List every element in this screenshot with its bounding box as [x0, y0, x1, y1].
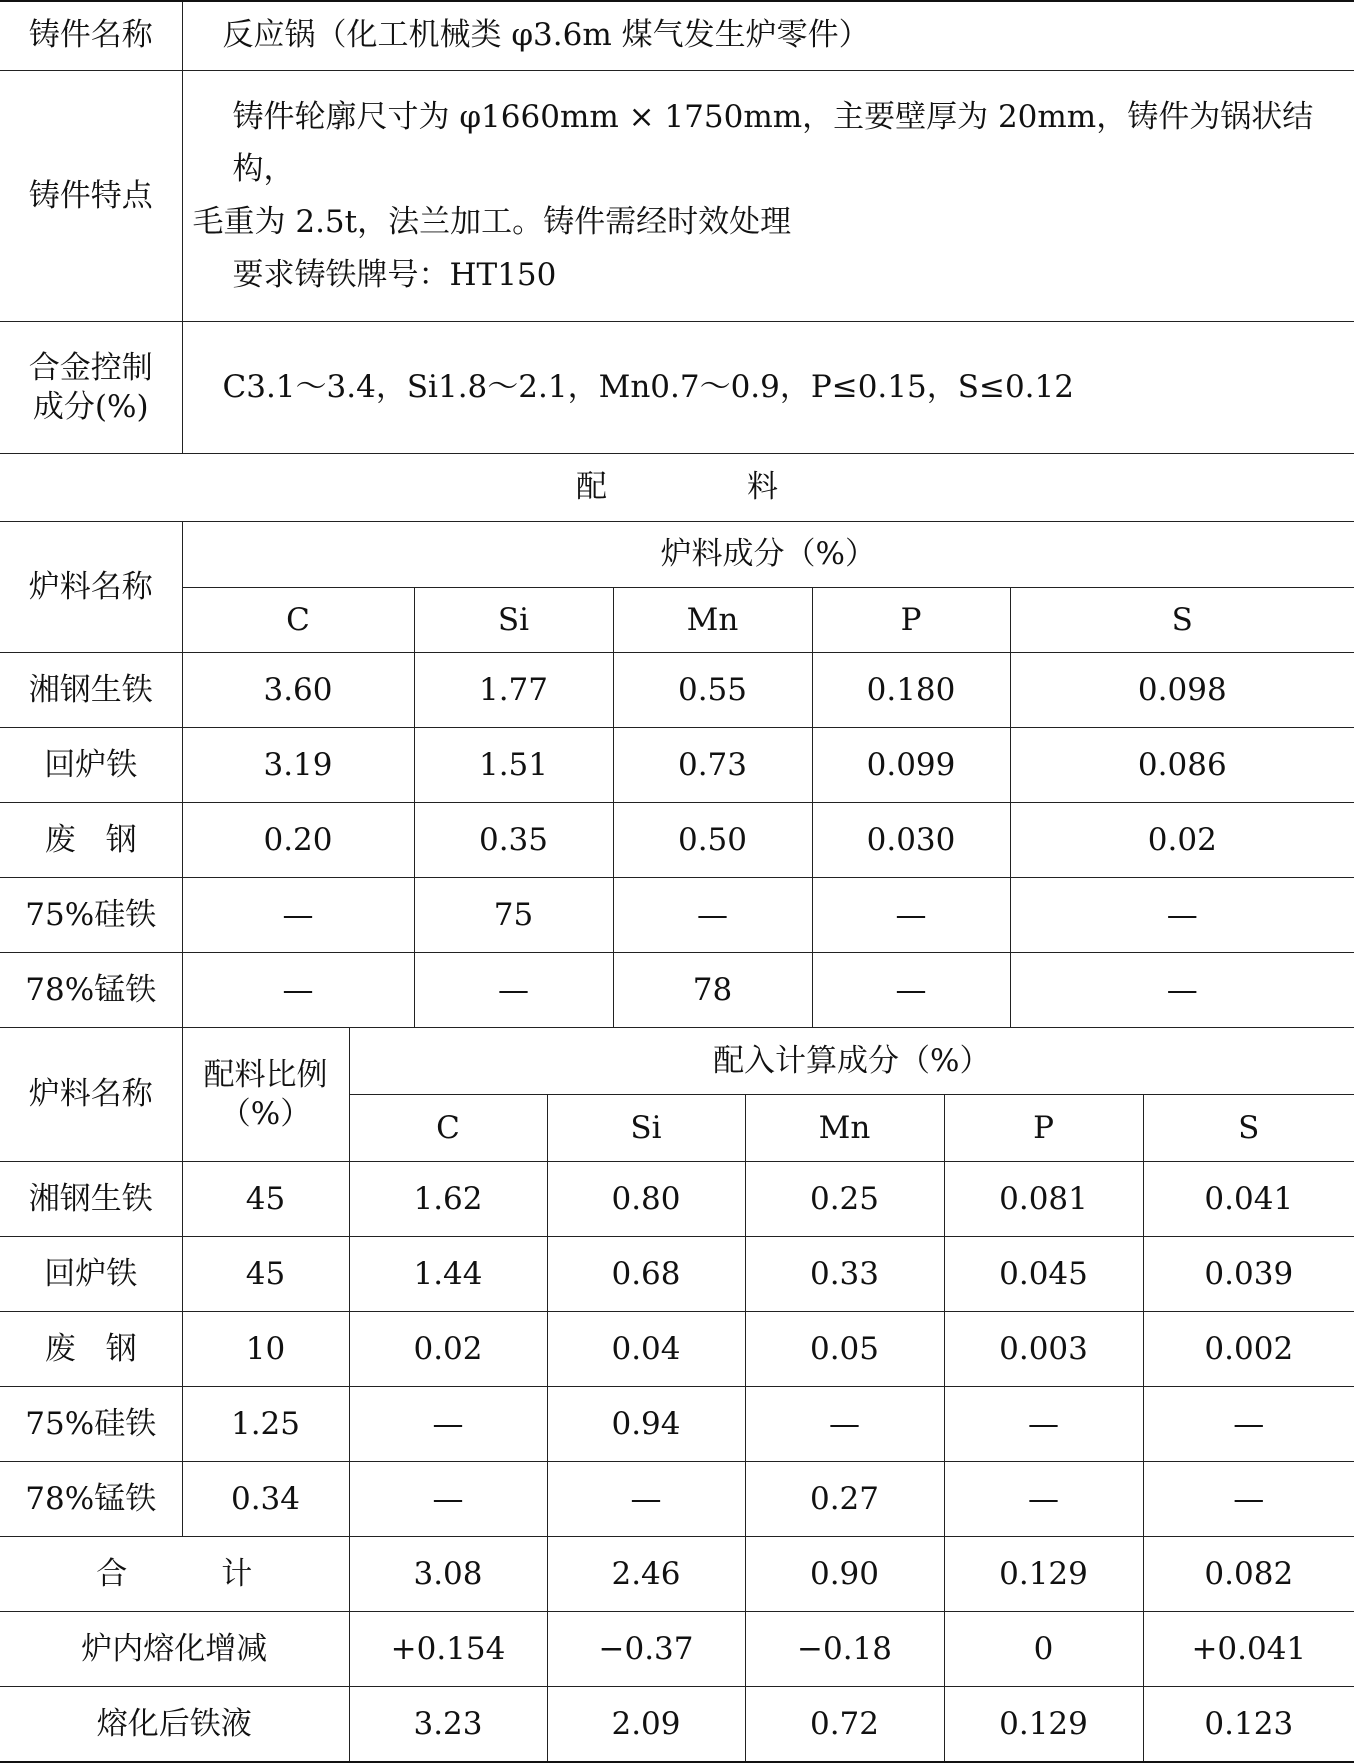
calc-header-row-1	[0, 1028, 1354, 1095]
melt-change-cell: +0.154	[349, 1612, 547, 1687]
calc-row-name	[0, 1312, 182, 1387]
charge-cell: —	[182, 953, 414, 1028]
charge-cell: 0.50	[613, 803, 812, 878]
charge-cell: 0.35	[414, 803, 613, 878]
calc-row	[0, 1462, 1354, 1537]
row-alloy-control	[0, 322, 1354, 454]
calc-cell: —	[745, 1387, 944, 1462]
charge-cell: —	[414, 953, 613, 1028]
calc-row-ratio: 45	[182, 1237, 349, 1312]
charge-row	[0, 878, 1354, 953]
total-cell: 3.08	[349, 1537, 547, 1612]
charge-cell: 0.20	[182, 803, 414, 878]
calc-cell: 0.33	[745, 1237, 944, 1312]
charge-cell: 1.51	[414, 728, 613, 803]
calc-row-name: 75%硅铁	[0, 1387, 182, 1462]
calc-cell: 0.27	[745, 1462, 944, 1537]
calc-cell: 0.94	[547, 1387, 745, 1462]
calc-name-header: 炉料名称	[0, 1028, 182, 1162]
charge-row	[0, 728, 1354, 803]
calc-cell: 1.62	[349, 1162, 547, 1237]
after-melt-cell: 2.09	[547, 1687, 745, 1762]
charge-col-si: Si	[414, 588, 613, 653]
charge-cell: 0.02	[1010, 803, 1354, 878]
after-melt-cell: 3.23	[349, 1687, 547, 1762]
total-cell: 2.46	[547, 1537, 745, 1612]
calc-row-ratio: 1.25	[182, 1387, 349, 1462]
calc-row	[0, 1237, 1354, 1312]
charge-row	[0, 653, 1354, 728]
calc-cell: 0.05	[745, 1312, 944, 1387]
after-melt-cell: 0.123	[1143, 1687, 1354, 1762]
feature-line-3: 要求铸铁牌号：HT150	[232, 256, 557, 293]
ratio-header-line-2: （%）	[219, 1095, 312, 1132]
row-casting-features	[0, 70, 1354, 322]
scrap-steel-char-2: 钢	[105, 821, 137, 858]
alloy-label-line-1: 合金控制	[28, 350, 153, 386]
total-row	[0, 1537, 1354, 1612]
charge-header-row-2	[0, 588, 1354, 653]
charge-col-p: P	[812, 588, 1010, 653]
scrap-steel-char-1: 废	[44, 1330, 76, 1367]
calc-group-header: 配入计算成分（%）	[349, 1028, 1354, 1095]
alloy-control-label	[0, 322, 182, 454]
calc-row-name: 回炉铁	[0, 1237, 182, 1312]
calc-cell: —	[944, 1462, 1143, 1537]
melt-change-label: 炉内熔化增减	[0, 1612, 349, 1687]
calc-row	[0, 1387, 1354, 1462]
casting-name-label: 铸件名称	[0, 1, 182, 70]
calc-cell: —	[547, 1462, 745, 1537]
calc-cell: 0.039	[1143, 1237, 1354, 1312]
after-melt-cell: 0.72	[745, 1687, 944, 1762]
charge-cell: —	[613, 878, 812, 953]
melt-change-row	[0, 1612, 1354, 1687]
calc-cell: 0.02	[349, 1312, 547, 1387]
scrap-steel-char-2: 钢	[105, 1330, 137, 1367]
calc-col-s: S	[1143, 1095, 1354, 1162]
total-cell: 0.129	[944, 1537, 1143, 1612]
calc-cell: 0.68	[547, 1237, 745, 1312]
calc-cell: 1.44	[349, 1237, 547, 1312]
charge-cell: 0.099	[812, 728, 1010, 803]
charge-row-name: 78%锰铁	[0, 953, 182, 1028]
after-melt-row	[0, 1687, 1354, 1762]
calc-col-p: P	[944, 1095, 1143, 1162]
charge-cell: —	[812, 953, 1010, 1028]
calc-cell: 0.041	[1143, 1162, 1354, 1237]
after-melt-cell: 0.129	[944, 1687, 1143, 1762]
calc-cell: 0.002	[1143, 1312, 1354, 1387]
charge-cell: 75	[414, 878, 613, 953]
charge-col-s: S	[1010, 588, 1354, 653]
calc-cell: —	[944, 1387, 1143, 1462]
ratio-header-line-1: 配料比例	[203, 1057, 328, 1093]
charge-cell: —	[1010, 878, 1354, 953]
after-melt-label: 熔化后铁液	[0, 1687, 349, 1762]
calc-cell: —	[349, 1387, 547, 1462]
section-title	[0, 454, 1354, 522]
charge-cell: —	[182, 878, 414, 953]
charge-row	[0, 953, 1354, 1028]
calc-row-name: 78%锰铁	[0, 1462, 182, 1537]
calc-row-ratio: 0.34	[182, 1462, 349, 1537]
calc-cell: 0.045	[944, 1237, 1143, 1312]
calc-row-ratio: 45	[182, 1162, 349, 1237]
charge-col-c: C	[182, 588, 414, 653]
charge-row-name	[0, 803, 182, 878]
charge-name-header: 炉料名称	[0, 522, 182, 653]
charge-col-mn: Mn	[613, 588, 812, 653]
calc-row	[0, 1312, 1354, 1387]
melt-change-cell: −0.37	[547, 1612, 745, 1687]
charge-row	[0, 803, 1354, 878]
melt-change-cell: 0	[944, 1612, 1143, 1687]
charge-cell: 0.098	[1010, 653, 1354, 728]
charge-cell: 3.19	[182, 728, 414, 803]
alloy-label-line-2: 成分(%)	[32, 388, 149, 425]
calc-row	[0, 1162, 1354, 1237]
feature-line-1: 铸件轮廓尺寸为 φ1660mm × 1750mm，主要壁厚为 20mm，铸件为锅状结构，	[232, 98, 1314, 188]
charge-group-header: 炉料成分（%）	[182, 522, 1354, 588]
casting-feature-text	[182, 70, 1354, 322]
charge-row-name: 湘钢生铁	[0, 653, 182, 728]
row-section-header	[0, 454, 1354, 522]
charge-header-row-1	[0, 522, 1354, 588]
charge-cell: 3.60	[182, 653, 414, 728]
charge-row-name: 回炉铁	[0, 728, 182, 803]
calc-cell: —	[1143, 1462, 1354, 1537]
section-title-right: 料	[747, 469, 779, 506]
total-cell: 0.90	[745, 1537, 944, 1612]
charge-cell: —	[812, 878, 1010, 953]
charge-cell: 0.030	[812, 803, 1010, 878]
casting-feature-label: 铸件特点	[0, 70, 182, 322]
calc-col-mn: Mn	[745, 1095, 944, 1162]
charge-cell: 0.55	[613, 653, 812, 728]
total-label	[0, 1537, 349, 1612]
calc-col-c: C	[349, 1095, 547, 1162]
calc-cell: 0.80	[547, 1162, 745, 1237]
scrap-steel-char-1: 废	[44, 821, 76, 858]
charge-cell: 1.77	[414, 653, 613, 728]
casting-name-value: 反应锅（化工机械类 φ3.6m 煤气发生炉零件）	[182, 1, 1354, 70]
charge-cell: 0.73	[613, 728, 812, 803]
calc-row-ratio: 10	[182, 1312, 349, 1387]
charge-cell: 0.086	[1010, 728, 1354, 803]
total-label-char-1: 合	[96, 1555, 128, 1592]
calc-cell: 0.081	[944, 1162, 1143, 1237]
calc-cell: —	[1143, 1387, 1354, 1462]
calc-cell: 0.003	[944, 1312, 1143, 1387]
total-cell: 0.082	[1143, 1537, 1354, 1612]
calc-ratio-header	[182, 1028, 349, 1162]
melt-change-cell: −0.18	[745, 1612, 944, 1687]
total-label-char-2: 计	[221, 1555, 253, 1592]
calc-col-si: Si	[547, 1095, 745, 1162]
feature-line-2: 毛重为 2.5t，法兰加工。铸件需经时效处理	[192, 203, 792, 240]
charge-cell: 78	[613, 953, 812, 1028]
charge-cell: —	[1010, 953, 1354, 1028]
section-title-left: 配	[576, 469, 608, 506]
row-casting-name	[0, 1, 1354, 70]
melt-change-cell: +0.041	[1143, 1612, 1354, 1687]
alloy-control-value: C3.1～3.4，Si1.8～2.1，Mn0.7～0.9，P≤0.15，S≤0.12	[182, 322, 1354, 454]
calc-cell: —	[349, 1462, 547, 1537]
charge-row-name: 75%硅铁	[0, 878, 182, 953]
calc-cell: 0.25	[745, 1162, 944, 1237]
calc-cell: 0.04	[547, 1312, 745, 1387]
charge-cell: 0.180	[812, 653, 1010, 728]
calc-row-name: 湘钢生铁	[0, 1162, 182, 1237]
